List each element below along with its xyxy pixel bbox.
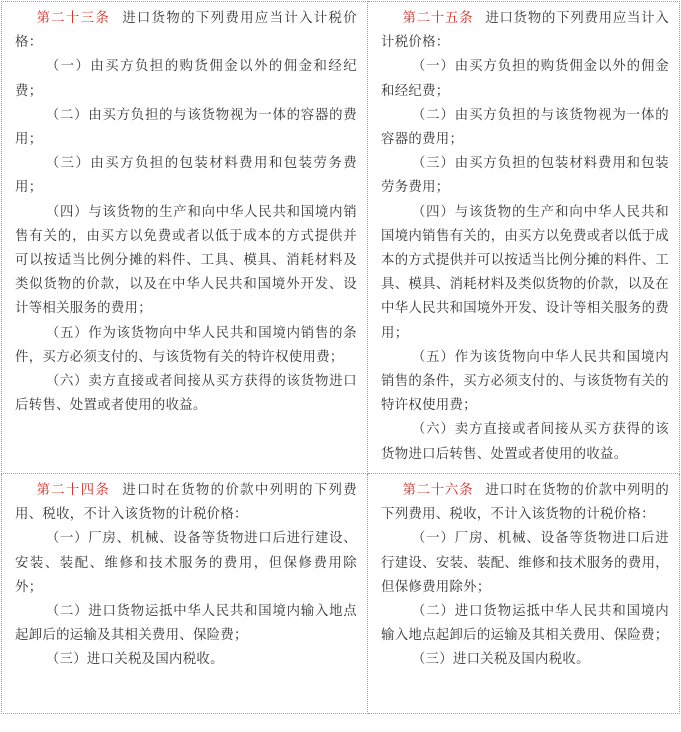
list-item: （三）由买方负担的包装材料费用和包装劳务费用； <box>381 156 669 196</box>
list-item: （四）与该货物的生产和向中华人民共和国境内销售有关的，由买方以免费或者以低于成本的方式提供并可以按适当比例分摊的料件、工具、模具、消耗材料及类似货物的价款，以及在中华人民共和国境外开发、设计等相关服务的费用； <box>381 204 669 341</box>
list-item: （一）由买方负担的购货佣金以外的佣金和经纪费； <box>381 59 669 99</box>
list-item: （一）厂房、机械、设备等货物进口后进行建设、安装、装配、维修和技术服务的费用，但保修费用除外； <box>15 531 357 595</box>
list-item: （二）由买方负担的与该货物视为一体的容器的费用； <box>15 107 357 148</box>
article-heading <box>15 479 357 527</box>
list-item: （二）由买方负担的与该货物视为一体的容器的费用； <box>381 107 669 148</box>
article-heading <box>15 7 357 55</box>
list-item: （三）进口关税及国内税收。 <box>45 652 224 668</box>
article-heading <box>381 479 669 527</box>
list-item: （六）卖方直接或者间接从买方获得的该货物进口后转售、处置或者使用的收益。 <box>381 422 669 462</box>
list-item: （二）进口货物运抵中华人民共和国境内输入地点起卸后的运输及其相关费用、保险费； <box>15 604 357 644</box>
list-item: （三）进口关税及国内税收。 <box>411 652 590 668</box>
list-item: （四）与该货物的生产和向中华人民共和国境内销售有关的，由买方以免费或者以低于成本的方式提供并可以按适当比例分摊的料件、工具、模具、消耗材料及类似货物的价款，以及在中华人民共和国境外开发、设计等相关服务的费用； <box>15 204 357 317</box>
cell-article-24 <box>2 474 368 714</box>
comparison-table <box>1 1 680 714</box>
article-heading <box>381 7 669 55</box>
article-number: 第二十四条 <box>36 483 111 498</box>
list-item: （一）由买方负担的购货佣金以外的佣金和经纪费； <box>15 59 357 99</box>
article-number: 第二十六条 <box>402 483 474 498</box>
cell-article-26 <box>368 474 680 714</box>
list-item: （六）卖方直接或者间接从买方获得的该货物进口后转售、处置或者使用的收益。 <box>15 374 357 414</box>
cell-article-23 <box>2 2 368 474</box>
article-intro: 进口货物的下列费用应当计入计税价格： <box>381 11 670 51</box>
article-intro: 进口货物的下列费用应当计入计税价格： <box>15 11 357 51</box>
article-number: 第二十五条 <box>402 11 474 26</box>
article-intro: 进口时在货物的价款中列明的下列费用、税收，不计入该货物的计税价格： <box>381 483 670 523</box>
article-number: 第二十三条 <box>36 11 111 26</box>
list-item: （五）作为该货物向中华人民共和国境内销售的条件，买方必须支付的、与该货物有关的特许权使用费； <box>381 349 669 414</box>
table-row <box>2 2 680 474</box>
cell-article-25 <box>368 2 680 474</box>
article-intro: 进口时在货物的价款中列明的下列费用、税收，不计入该货物的计税价格： <box>15 483 357 523</box>
list-item: （一）厂房、机械、设备等货物进口后进行建设、安装、装配、维修和技术服务的费用，但保修费用除外； <box>381 531 669 595</box>
list-item: （三）由买方负担的包装材料费用和包装劳务费用； <box>15 156 357 196</box>
table-row <box>2 474 680 714</box>
list-item: （五）作为该货物向中华人民共和国境内销售的条件，买方必须支付的、与该货物有关的特许权使用费； <box>15 325 357 365</box>
list-item: （二）进口货物运抵中华人民共和国境内输入地点起卸后的运输及其相关费用、保险费； <box>381 604 669 644</box>
